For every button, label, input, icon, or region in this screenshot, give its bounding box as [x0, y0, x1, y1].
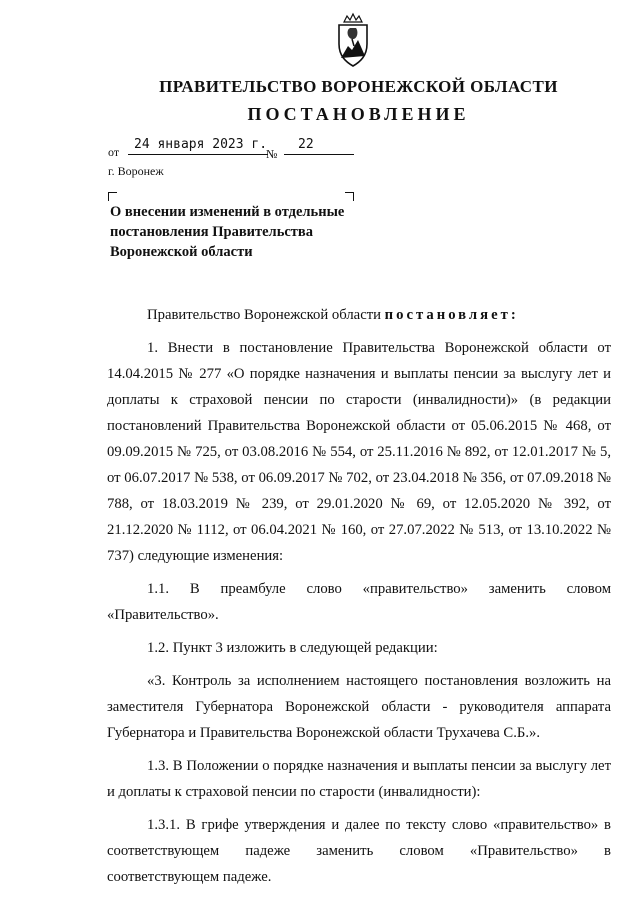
document-type: ПОСТАНОВЛЕНИЕ: [247, 104, 470, 124]
subject-corner-right: [345, 192, 354, 201]
number-underline: [284, 154, 354, 155]
date-prefix: от: [108, 145, 120, 159]
preamble-keyword: постановляет:: [384, 307, 519, 323]
paragraph: 1.1. В преамбуле слово «правительство» заменить словом «Правительство».: [107, 581, 611, 623]
government-title: ПРАВИТЕЛЬСТВО ВОРОНЕЖСКОЙ ОБЛАСТИ: [159, 77, 558, 96]
date-underline: [128, 154, 268, 155]
number-prefix: №: [266, 147, 278, 161]
date-number-row: [108, 137, 368, 159]
coat-of-arms-icon: [330, 12, 376, 68]
document-subject: О внесении изменений в отдельные постановления Правительства Воронежской области: [110, 204, 345, 260]
paragraph: 1.3.1. В грифе утверждения и далее по тексту слово «правительство» в соответствующем падеже заменить словом «Правительство» в соответствующем падеже.: [107, 817, 611, 885]
preamble: [107, 302, 611, 328]
document-number: 22: [298, 137, 314, 152]
city: г. Воронеж: [108, 164, 164, 178]
paragraph: «3. Контроль за исполнением настоящего постановления возложить на заместителя Губернатора Воронежской области - руководителя аппарата Губернатора и Правительства Воронежской области Трухачева С.Б.».: [107, 673, 611, 741]
preamble-text: Правительство Воронежской области: [147, 307, 385, 323]
subject-corner-left: [108, 192, 117, 201]
paragraph: 1.2. Пункт 3 изложить в следующей редакции:: [147, 640, 438, 656]
paragraph: 1.3. В Положении о порядке назначения и выплаты пенсии за выслугу лет и доплаты к страховой пенсии по старости (инвалидности):: [107, 758, 611, 800]
paragraph: 1. Внести в постановление Правительства Воронежской области от 14.04.2015 № 277 «О порядке назначения и выплаты пенсии за выслугу лет и доплаты к страховой пенсии по старости (инвалидности)» (в редакции постановлений Правительства Воронежской области от 05.06.2015 № 468, от 09.09.2015 № 725, от 03.08.2016 № 554, от 25.11.2016 № 892, от 12.01.2017 № 5, от 06.07.2017 № 538, от 06.09.2017 № 702, от 23.04.2018 № 356, от 07.09.2018 № 788, от 18.03.2019 № 239, от 29.01.2020 № 69, от 12.05.2020 № 392, от 21.12.2020 № 1112, от 06.04.2021 № 160, от 27.07.2022 № 513, от 13.10.2022 № 737) следующие изменения:: [107, 340, 611, 564]
document-date: 24 января 2023 г.: [134, 137, 268, 152]
document-body: [107, 302, 611, 897]
